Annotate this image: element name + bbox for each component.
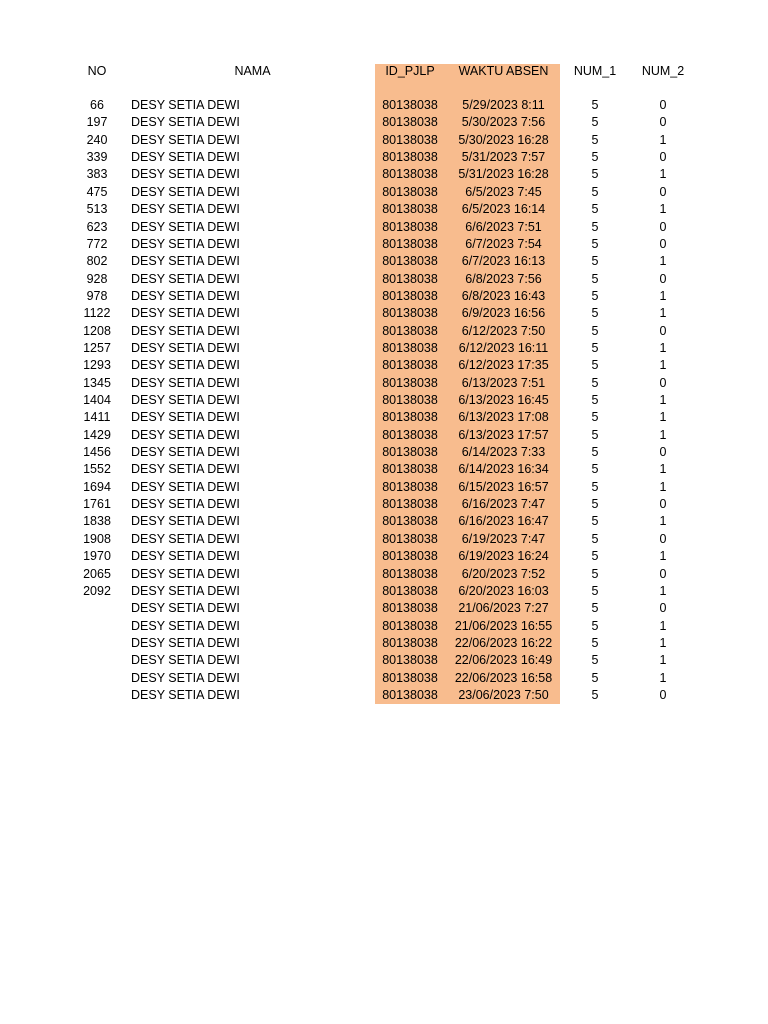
header-nama: NAMA (234, 64, 271, 78)
cell-id-pjlp: 80138038 (382, 583, 438, 598)
cell-num-2: 1 (659, 514, 667, 529)
cell-num-1: 5 (591, 583, 599, 598)
cell-num-1: 5 (591, 514, 599, 529)
cell-no: 1761 (83, 497, 111, 512)
cell-num-1: 5 (591, 479, 599, 494)
cell-no: 1838 (83, 514, 111, 529)
cell-nama: DESY SETIA DEWI (131, 479, 240, 494)
cell-id-pjlp: 80138038 (382, 184, 438, 199)
cell-no: 1257 (83, 340, 111, 355)
cell-num-2: 1 (659, 479, 667, 494)
cell-num-2: 0 (659, 219, 667, 234)
cell-no: 1694 (83, 479, 111, 494)
cell-waktu-absen: 6/13/2023 17:08 (458, 410, 549, 425)
cell-id-pjlp: 80138038 (382, 549, 438, 564)
cell-num-2: 0 (659, 601, 667, 616)
cell-num-2: 0 (659, 150, 667, 165)
cell-num-1: 5 (591, 184, 599, 199)
cell-nama: DESY SETIA DEWI (131, 115, 240, 130)
table-row (0, 583, 768, 600)
table-row (0, 618, 768, 635)
cell-num-2: 1 (659, 202, 667, 217)
table-row (0, 97, 768, 114)
cell-num-2: 0 (659, 184, 667, 199)
cell-waktu-absen: 5/29/2023 8:11 (462, 98, 545, 112)
header-waktu-absen: WAKTU ABSEN (458, 64, 549, 78)
cell-id-pjlp: 80138038 (382, 393, 438, 407)
cell-id-pjlp: 80138038 (382, 323, 438, 338)
cell-num-2: 1 (659, 410, 667, 425)
cell-waktu-absen: 6/12/2023 7:50 (461, 323, 546, 338)
cell-num-1: 5 (591, 393, 599, 407)
cell-id-pjlp: 80138038 (382, 288, 438, 303)
cell-nama: DESY SETIA DEWI (131, 531, 240, 546)
header-id-pjlp: ID_PJLP (385, 64, 435, 78)
cell-num-2: 0 (659, 687, 667, 702)
cell-no: 772 (86, 236, 108, 251)
cell-id-pjlp: 80138038 (382, 236, 438, 251)
header-num-2: NUM_2 (641, 64, 685, 78)
cell-num-2: 0 (659, 323, 667, 338)
cell-no: 978 (86, 288, 108, 303)
cell-nama: DESY SETIA DEWI (131, 167, 240, 182)
cell-num-1: 5 (591, 340, 599, 355)
table-row (0, 114, 768, 131)
cell-waktu-absen: 6/5/2023 7:45 (465, 184, 542, 199)
cell-waktu-absen: 6/6/2023 7:51 (465, 219, 542, 234)
cell-nama: DESY SETIA DEWI (131, 583, 240, 598)
cell-num-1: 5 (591, 601, 599, 616)
cell-waktu-absen: 6/16/2023 16:47 (458, 514, 549, 529)
cell-num-1: 5 (591, 288, 599, 303)
cell-num-2: 0 (659, 375, 667, 390)
cell-num-2: 1 (659, 618, 667, 633)
cell-no: 2092 (83, 583, 111, 598)
cell-no: 1208 (83, 323, 111, 338)
cell-num-1: 5 (591, 687, 599, 702)
cell-num-2: 0 (659, 236, 667, 251)
table-row (0, 305, 768, 322)
cell-id-pjlp: 80138038 (382, 254, 438, 269)
table-row (0, 652, 768, 669)
table-row (0, 566, 768, 583)
cell-num-1: 5 (591, 115, 599, 130)
cell-num-2: 1 (659, 393, 667, 407)
cell-num-2: 0 (659, 445, 667, 459)
cell-no: 197 (86, 115, 108, 130)
cell-id-pjlp: 80138038 (382, 653, 438, 668)
cell-num-2: 1 (659, 132, 667, 147)
cell-num-2: 1 (659, 670, 667, 685)
cell-num-1: 5 (591, 202, 599, 217)
table-row (0, 201, 768, 218)
cell-num-2: 1 (659, 167, 667, 182)
table-row (0, 531, 768, 548)
table-row (0, 323, 768, 340)
cell-id-pjlp: 80138038 (382, 566, 438, 581)
cell-num-1: 5 (591, 653, 599, 668)
cell-num-2: 0 (659, 566, 667, 581)
cell-num-2: 1 (659, 254, 667, 269)
cell-id-pjlp: 80138038 (382, 670, 438, 685)
cell-nama: DESY SETIA DEWI (131, 306, 240, 321)
table-row (0, 687, 768, 704)
header-num-1: NUM_1 (573, 64, 617, 78)
cell-nama: DESY SETIA DEWI (131, 358, 240, 373)
cell-num-2: 0 (659, 98, 667, 112)
cell-no (73, 652, 121, 669)
cell-num-2: 0 (659, 531, 667, 546)
table-row (0, 444, 768, 461)
cell-no: 513 (86, 202, 108, 217)
table-row (0, 496, 768, 513)
cell-no (73, 670, 121, 687)
cell-nama: DESY SETIA DEWI (131, 445, 240, 459)
cell-num-1: 5 (591, 271, 599, 286)
cell-id-pjlp: 80138038 (382, 219, 438, 234)
cell-num-1: 5 (591, 635, 599, 650)
cell-num-2: 0 (659, 497, 667, 512)
cell-waktu-absen: 6/13/2023 16:45 (458, 393, 549, 407)
cell-waktu-absen: 5/30/2023 16:28 (458, 132, 549, 147)
cell-no: 1908 (83, 531, 111, 546)
header-no: NO (87, 64, 107, 78)
cell-nama: DESY SETIA DEWI (131, 410, 240, 425)
cell-waktu-absen: 21/06/2023 7:27 (458, 601, 549, 616)
cell-waktu-absen: 6/14/2023 16:34 (458, 462, 549, 477)
cell-waktu-absen: 6/19/2023 16:24 (458, 549, 549, 564)
cell-nama: DESY SETIA DEWI (131, 254, 240, 269)
cell-no: 1429 (83, 427, 111, 442)
cell-waktu-absen: 6/14/2023 7:33 (461, 445, 546, 459)
cell-no: 475 (86, 184, 108, 199)
cell-waktu-absen: 6/12/2023 16:11 (458, 340, 549, 355)
cell-id-pjlp: 80138038 (382, 601, 438, 616)
cell-nama: DESY SETIA DEWI (131, 184, 240, 199)
cell-num-1: 5 (591, 306, 599, 321)
cell-no: 623 (86, 219, 108, 234)
cell-id-pjlp: 80138038 (382, 306, 438, 321)
cell-id-pjlp: 80138038 (382, 202, 438, 217)
cell-nama: DESY SETIA DEWI (131, 514, 240, 529)
cell-nama: DESY SETIA DEWI (131, 670, 240, 685)
cell-id-pjlp: 80138038 (382, 618, 438, 633)
cell-no: 2065 (83, 566, 111, 581)
cell-num-2: 1 (659, 549, 667, 564)
table-row (0, 357, 768, 374)
table-row (0, 340, 768, 357)
cell-id-pjlp: 80138038 (382, 497, 438, 512)
header-row (0, 63, 768, 80)
cell-waktu-absen: 5/31/2023 16:28 (458, 167, 549, 182)
cell-id-pjlp: 80138038 (382, 150, 438, 165)
cell-num-2: 1 (659, 583, 667, 598)
cell-num-2: 1 (659, 635, 667, 650)
cell-no: 802 (86, 254, 108, 269)
cell-id-pjlp: 80138038 (382, 358, 438, 373)
cell-num-1: 5 (591, 98, 599, 112)
table-row (0, 635, 768, 652)
cell-id-pjlp: 80138038 (382, 271, 438, 286)
cell-nama: DESY SETIA DEWI (131, 497, 240, 512)
cell-num-2: 1 (659, 340, 667, 355)
cell-num-1: 5 (591, 358, 599, 373)
cell-waktu-absen: 5/30/2023 7:56 (461, 115, 546, 130)
cell-num-1: 5 (591, 219, 599, 234)
cell-num-1: 5 (591, 670, 599, 685)
cell-num-2: 1 (659, 462, 667, 477)
cell-id-pjlp: 80138038 (382, 167, 438, 182)
cell-no: 240 (86, 132, 108, 147)
cell-num-1: 5 (591, 410, 599, 425)
cell-id-pjlp: 80138038 (382, 115, 438, 130)
cell-nama: DESY SETIA DEWI (131, 618, 240, 633)
cell-nama: DESY SETIA DEWI (131, 601, 240, 616)
cell-num-2: 1 (659, 653, 667, 668)
cell-num-1: 5 (591, 497, 599, 512)
cell-no (73, 635, 121, 652)
cell-num-2: 1 (659, 358, 667, 373)
table-row (0, 392, 768, 409)
cell-no: 1456 (83, 445, 111, 459)
cell-id-pjlp: 80138038 (382, 427, 438, 442)
cell-nama: DESY SETIA DEWI (131, 219, 240, 234)
table-row (0, 219, 768, 236)
table-row (0, 271, 768, 288)
cell-nama: DESY SETIA DEWI (131, 323, 240, 338)
cell-id-pjlp: 80138038 (382, 635, 438, 650)
cell-no: 66 (90, 98, 104, 112)
cell-nama: DESY SETIA DEWI (131, 132, 240, 147)
cell-nama: DESY SETIA DEWI (131, 236, 240, 251)
table-row (0, 479, 768, 496)
cell-id-pjlp: 80138038 (382, 410, 438, 425)
cell-no (73, 618, 121, 635)
cell-num-2: 1 (659, 288, 667, 303)
cell-waktu-absen: 22/06/2023 16:22 (454, 635, 553, 650)
cell-num-1: 5 (591, 167, 599, 182)
cell-no: 1411 (83, 410, 111, 425)
cell-num-1: 5 (591, 531, 599, 546)
cell-nama: DESY SETIA DEWI (131, 635, 240, 650)
cell-nama: DESY SETIA DEWI (131, 375, 240, 390)
cell-waktu-absen: 6/15/2023 16:57 (458, 479, 549, 494)
cell-waktu-absen: 22/06/2023 16:58 (454, 670, 553, 685)
cell-num-1: 5 (591, 618, 599, 633)
cell-id-pjlp: 80138038 (382, 462, 438, 477)
cell-nama: DESY SETIA DEWI (131, 653, 240, 668)
table-row (0, 461, 768, 478)
cell-id-pjlp: 80138038 (382, 132, 438, 147)
table-row (0, 184, 768, 201)
table-row (0, 427, 768, 444)
cell-num-1: 5 (591, 462, 599, 477)
cell-no: 1404 (83, 393, 111, 407)
cell-no: 1970 (83, 549, 111, 564)
cell-no: 383 (86, 167, 108, 182)
table-row (0, 600, 768, 617)
table-row (0, 166, 768, 183)
table-row (0, 253, 768, 270)
cell-num-1: 5 (591, 375, 599, 390)
cell-num-1: 5 (591, 566, 599, 581)
cell-num-2: 0 (659, 271, 667, 286)
cell-waktu-absen: 6/5/2023 16:14 (461, 202, 546, 217)
cell-no (73, 600, 121, 617)
table-row (0, 132, 768, 149)
cell-no: 339 (86, 150, 108, 165)
cell-nama: DESY SETIA DEWI (131, 340, 240, 355)
cell-waktu-absen: 6/20/2023 16:03 (458, 583, 549, 598)
cell-nama: DESY SETIA DEWI (131, 150, 240, 165)
cell-num-1: 5 (591, 323, 599, 338)
table-row (0, 149, 768, 166)
cell-waktu-absen: 6/16/2023 7:47 (461, 497, 546, 512)
cell-waktu-absen: 6/12/2023 17:35 (458, 358, 549, 373)
cell-nama: DESY SETIA DEWI (131, 393, 240, 407)
cell-id-pjlp: 80138038 (382, 479, 438, 494)
cell-waktu-absen: 23/06/2023 7:50 (458, 687, 549, 702)
table-row (0, 288, 768, 305)
cell-no: 928 (86, 271, 108, 286)
cell-nama: DESY SETIA DEWI (131, 98, 240, 112)
cell-id-pjlp: 80138038 (382, 514, 438, 529)
cell-no (73, 687, 121, 704)
table-row (0, 513, 768, 530)
cell-nama: DESY SETIA DEWI (131, 549, 240, 564)
cell-waktu-absen: 6/7/2023 16:13 (461, 254, 546, 269)
cell-waktu-absen: 6/13/2023 17:57 (458, 427, 549, 442)
table-row (0, 236, 768, 253)
cell-waktu-absen: 22/06/2023 16:49 (454, 653, 553, 668)
cell-waktu-absen: 6/7/2023 7:54 (465, 236, 542, 251)
cell-nama: DESY SETIA DEWI (131, 202, 240, 217)
cell-num-1: 5 (591, 150, 599, 165)
table-row (0, 375, 768, 392)
cell-waktu-absen: 6/20/2023 7:52 (461, 566, 546, 581)
cell-waktu-absen: 6/13/2023 7:51 (461, 375, 546, 390)
cell-waktu-absen: 6/8/2023 7:56 (465, 271, 542, 286)
cell-nama: DESY SETIA DEWI (131, 427, 240, 442)
cell-num-1: 5 (591, 236, 599, 251)
cell-id-pjlp: 80138038 (382, 531, 438, 546)
cell-nama: DESY SETIA DEWI (131, 687, 240, 702)
cell-id-pjlp: 80138038 (382, 445, 438, 459)
cell-id-pjlp: 80138038 (382, 98, 438, 112)
cell-num-2: 0 (659, 115, 667, 130)
cell-id-pjlp: 80138038 (382, 687, 438, 702)
cell-nama: DESY SETIA DEWI (131, 288, 240, 303)
cell-no: 1552 (83, 462, 111, 477)
cell-num-2: 1 (659, 427, 667, 442)
cell-no: 1293 (83, 358, 111, 373)
table-row (0, 670, 768, 687)
table-row (0, 548, 768, 565)
cell-no: 1345 (83, 375, 111, 390)
cell-num-1: 5 (591, 254, 599, 269)
cell-waktu-absen: 5/31/2023 7:57 (461, 150, 546, 165)
cell-waktu-absen: 6/8/2023 16:43 (461, 288, 546, 303)
cell-id-pjlp: 80138038 (382, 375, 438, 390)
cell-nama: DESY SETIA DEWI (131, 462, 240, 477)
cell-num-1: 5 (591, 445, 599, 459)
cell-nama: DESY SETIA DEWI (131, 271, 240, 286)
cell-id-pjlp: 80138038 (382, 340, 438, 355)
cell-waktu-absen: 6/19/2023 7:47 (461, 531, 546, 546)
cell-num-2: 1 (659, 306, 667, 321)
cell-num-1: 5 (591, 549, 599, 564)
cell-num-1: 5 (591, 427, 599, 442)
cell-no: 1122 (83, 306, 111, 321)
cell-nama: DESY SETIA DEWI (131, 566, 240, 581)
cell-waktu-absen: 21/06/2023 16:55 (454, 618, 553, 633)
cell-waktu-absen: 6/9/2023 16:56 (461, 306, 546, 321)
cell-num-1: 5 (591, 132, 599, 147)
table-row (0, 409, 768, 426)
